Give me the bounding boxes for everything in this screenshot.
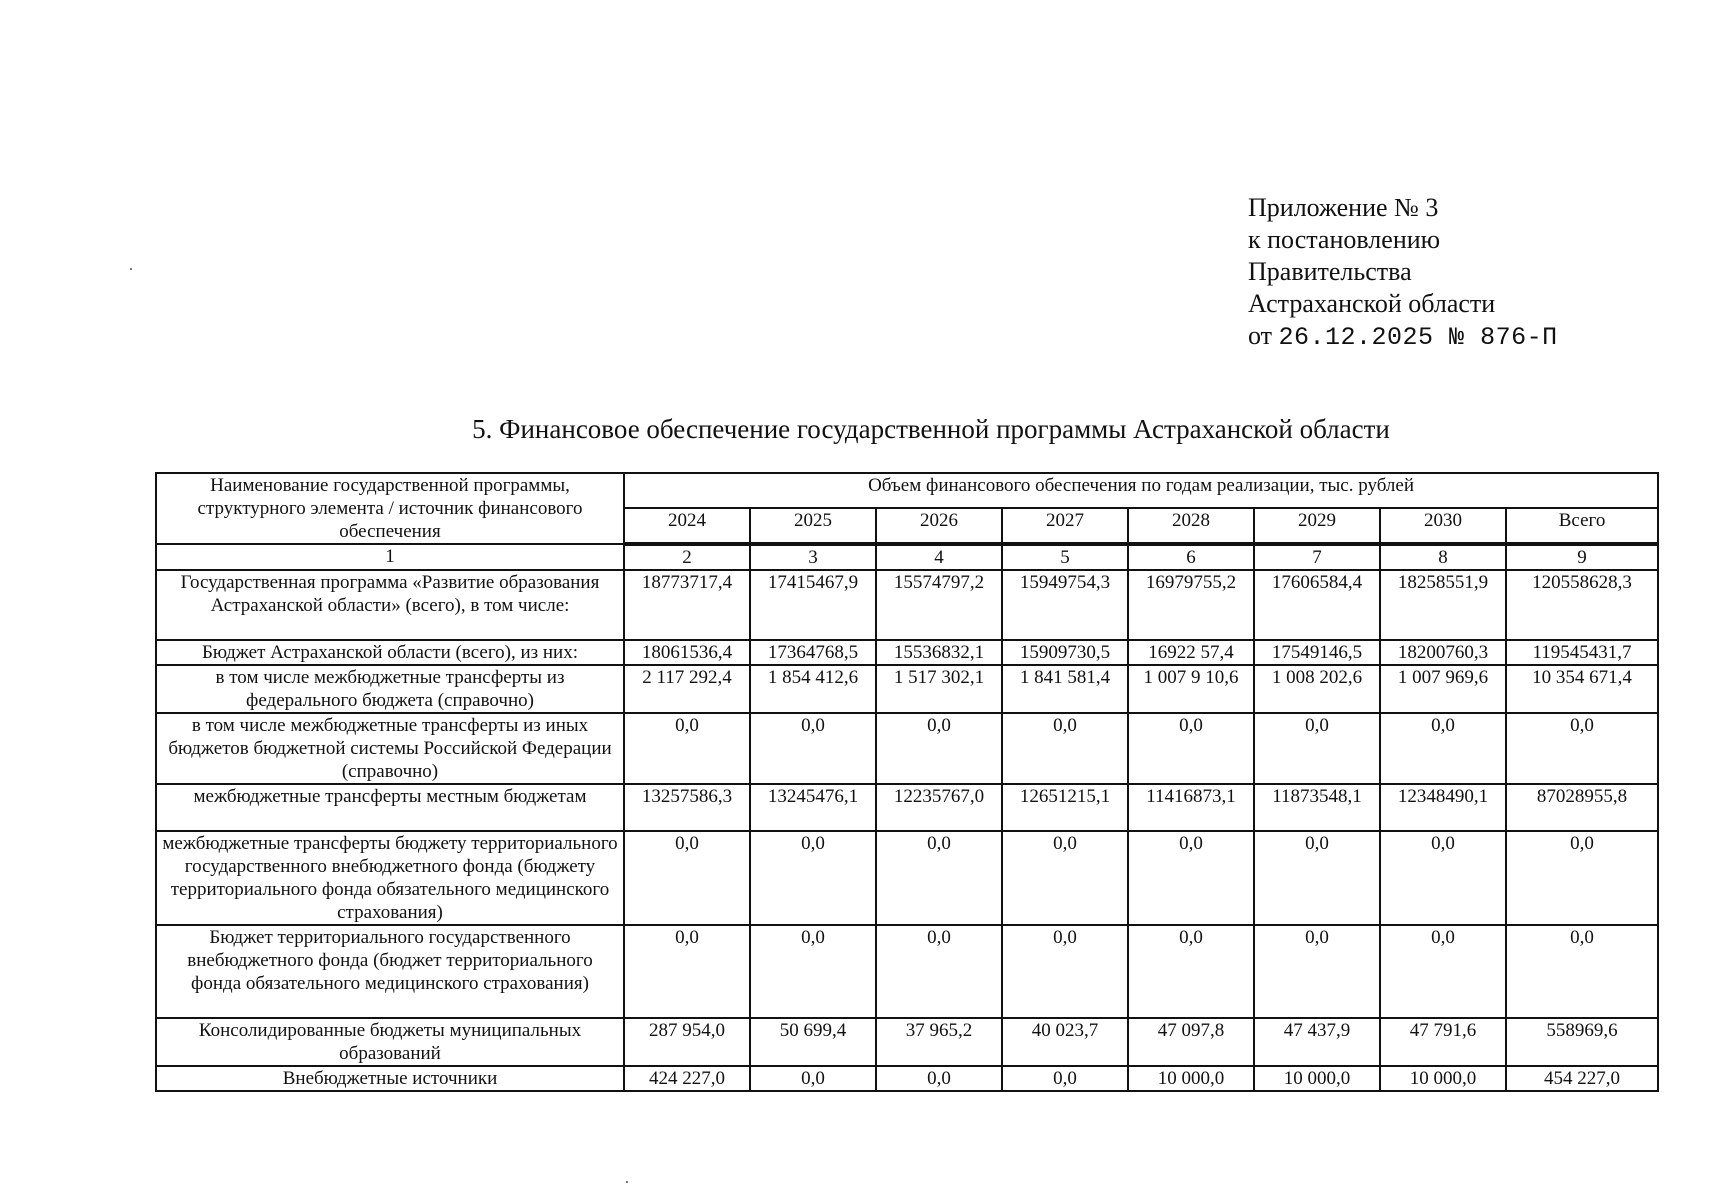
row-value: 0,0 (1128, 831, 1254, 925)
table-row (156, 831, 1658, 925)
row-value: 15574797,2 (876, 570, 1002, 640)
column-number: 2 (624, 544, 750, 570)
row-value: 12348490,1 (1380, 784, 1506, 831)
row-value: 119545431,7 (1506, 640, 1658, 665)
row-value: 10 000,0 (1380, 1066, 1506, 1091)
row-name: Бюджет Астраханской области (всего), из них: (156, 640, 624, 665)
row-value: 16979755,2 (1128, 570, 1254, 640)
column-number: 4 (876, 544, 1002, 570)
row-value: 13257586,3 (624, 784, 750, 831)
row-value: 0,0 (624, 713, 750, 784)
row-value: 47 791,6 (1380, 1018, 1506, 1066)
row-value: 15909730,5 (1002, 640, 1128, 665)
row-value: 17549146,5 (1254, 640, 1380, 665)
column-number-row (156, 544, 1658, 570)
scan-speck (130, 268, 132, 270)
row-value: 0,0 (750, 925, 876, 1018)
row-value: 1 008 202,6 (1254, 665, 1380, 713)
financing-table (155, 472, 1659, 1092)
row-value: 0,0 (1506, 831, 1658, 925)
row-value: 16922 57,4 (1128, 640, 1254, 665)
column-number: 5 (1002, 544, 1128, 570)
table-row (156, 713, 1658, 784)
row-value: 0,0 (1002, 713, 1128, 784)
row-name: Государственная программа «Развитие образования Астраханской области» (всего), в том числе: (156, 570, 624, 640)
row-value: 0,0 (1002, 1066, 1128, 1091)
row-value: 0,0 (876, 713, 1002, 784)
table-row (156, 640, 1658, 665)
row-value: 18773717,4 (624, 570, 750, 640)
row-value: 0,0 (1002, 925, 1128, 1018)
row-name: межбюджетные трансферты местным бюджетам (156, 784, 624, 831)
row-value: 10 354 671,4 (1506, 665, 1658, 713)
row-value: 1 854 412,6 (750, 665, 876, 713)
row-value: 0,0 (1380, 925, 1506, 1018)
row-value: 558969,6 (1506, 1018, 1658, 1066)
column-number: 9 (1506, 544, 1658, 570)
appendix-line-3: Правительства (1248, 257, 1412, 286)
row-value: 0,0 (1380, 831, 1506, 925)
row-value: 17415467,9 (750, 570, 876, 640)
header-row-1 (156, 473, 1658, 508)
column-number: 1 (156, 544, 624, 570)
row-value: 454 227,0 (1506, 1066, 1658, 1091)
row-value: 1 007 9 10,6 (1128, 665, 1254, 713)
row-value: 120558628,3 (1506, 570, 1658, 640)
scan-speck (626, 1181, 628, 1183)
row-name: в том числе межбюджетные трансферты из федерального бюджета (справочно) (156, 665, 624, 713)
year-header-2030: 2030 (1380, 508, 1506, 544)
row-value: 0,0 (750, 831, 876, 925)
section-title: 5. Финансовое обеспечение государственной программы Астраханской области (472, 414, 1390, 444)
row-value: 18061536,4 (624, 640, 750, 665)
name-column-header: Наименование государственной программы, структурного элемента / источник финансового обеспечения (156, 473, 624, 544)
row-value: 424 227,0 (624, 1066, 750, 1091)
row-value: 47 097,8 (1128, 1018, 1254, 1066)
year-header-2024: 2024 (624, 508, 750, 544)
appendix-date-stamp: 26.12.2025 № 876-П (1278, 323, 1558, 352)
table-row (156, 784, 1658, 831)
appendix-date-line (1248, 320, 1558, 354)
appendix-line-1: Приложение № 3 (1248, 193, 1439, 222)
table-row (156, 665, 1658, 713)
row-value: 17606584,4 (1254, 570, 1380, 640)
row-value: 1 517 302,1 (876, 665, 1002, 713)
row-value: 0,0 (1254, 925, 1380, 1018)
row-value: 0,0 (876, 1066, 1002, 1091)
row-value: 0,0 (876, 831, 1002, 925)
row-value: 12651215,1 (1002, 784, 1128, 831)
column-number: 6 (1128, 544, 1254, 570)
row-value: 15536832,1 (876, 640, 1002, 665)
row-value: 0,0 (750, 713, 876, 784)
row-value: 11416873,1 (1128, 784, 1254, 831)
row-name: межбюджетные трансферты бюджету территориального государственного внебюджетного фонда (бюджету территориального фонда обязательного медицинского страхования) (156, 831, 624, 925)
table-row (156, 1018, 1658, 1066)
year-header-total: Всего (1506, 508, 1658, 544)
column-number: 7 (1254, 544, 1380, 570)
appendix-line-4: Астраханской области (1248, 289, 1496, 318)
year-header-2028: 2028 (1128, 508, 1254, 544)
year-header-2027: 2027 (1002, 508, 1128, 544)
table-row (156, 570, 1658, 640)
column-number: 8 (1380, 544, 1506, 570)
row-value: 0,0 (1380, 713, 1506, 784)
row-value: 11873548,1 (1254, 784, 1380, 831)
column-number: 3 (750, 544, 876, 570)
row-value: 37 965,2 (876, 1018, 1002, 1066)
row-value: 0,0 (1128, 713, 1254, 784)
row-value: 1 841 581,4 (1002, 665, 1128, 713)
row-value: 0,0 (1506, 925, 1658, 1018)
row-value: 18258551,9 (1380, 570, 1506, 640)
row-value: 40 023,7 (1002, 1018, 1128, 1066)
row-value: 0,0 (1128, 925, 1254, 1018)
volume-header: Объем финансового обеспечения по годам реализации, тыс. рублей (624, 473, 1658, 508)
row-value: 87028955,8 (1506, 784, 1658, 831)
row-value: 0,0 (1002, 831, 1128, 925)
row-value: 10 000,0 (1254, 1066, 1380, 1091)
row-value: 287 954,0 (624, 1018, 750, 1066)
row-name: Внебюджетные источники (156, 1066, 624, 1091)
row-value: 0,0 (1506, 713, 1658, 784)
row-value: 15949754,3 (1002, 570, 1128, 640)
table-row (156, 925, 1658, 1018)
table-row (156, 1066, 1658, 1091)
row-value: 2 117 292,4 (624, 665, 750, 713)
row-value: 0,0 (624, 925, 750, 1018)
appendix-block (1248, 192, 1558, 354)
row-value: 0,0 (750, 1066, 876, 1091)
year-header-2026: 2026 (876, 508, 1002, 544)
row-value: 50 699,4 (750, 1018, 876, 1066)
row-name: Бюджет территориального государственного внебюджетного фонда (бюджет территориального фонда обязательного медицинского страхования) (156, 925, 624, 1018)
row-value: 1 007 969,6 (1380, 665, 1506, 713)
row-value: 0,0 (876, 925, 1002, 1018)
row-value: 18200760,3 (1380, 640, 1506, 665)
row-value: 0,0 (1254, 831, 1380, 925)
row-value: 10 000,0 (1128, 1066, 1254, 1091)
row-value: 13245476,1 (750, 784, 876, 831)
row-value: 0,0 (1254, 713, 1380, 784)
row-value: 17364768,5 (750, 640, 876, 665)
appendix-date-prefix: от (1248, 321, 1273, 350)
year-header-2029: 2029 (1254, 508, 1380, 544)
row-value: 12235767,0 (876, 784, 1002, 831)
appendix-line-2: к постановлению (1248, 225, 1441, 254)
row-value: 0,0 (624, 831, 750, 925)
row-name: Консолидированные бюджеты муниципальных образований (156, 1018, 624, 1066)
row-name: в том числе межбюджетные трансферты из иных бюджетов бюджетной системы Российской Федерации (справочно) (156, 713, 624, 784)
year-header-2025: 2025 (750, 508, 876, 544)
row-value: 47 437,9 (1254, 1018, 1380, 1066)
